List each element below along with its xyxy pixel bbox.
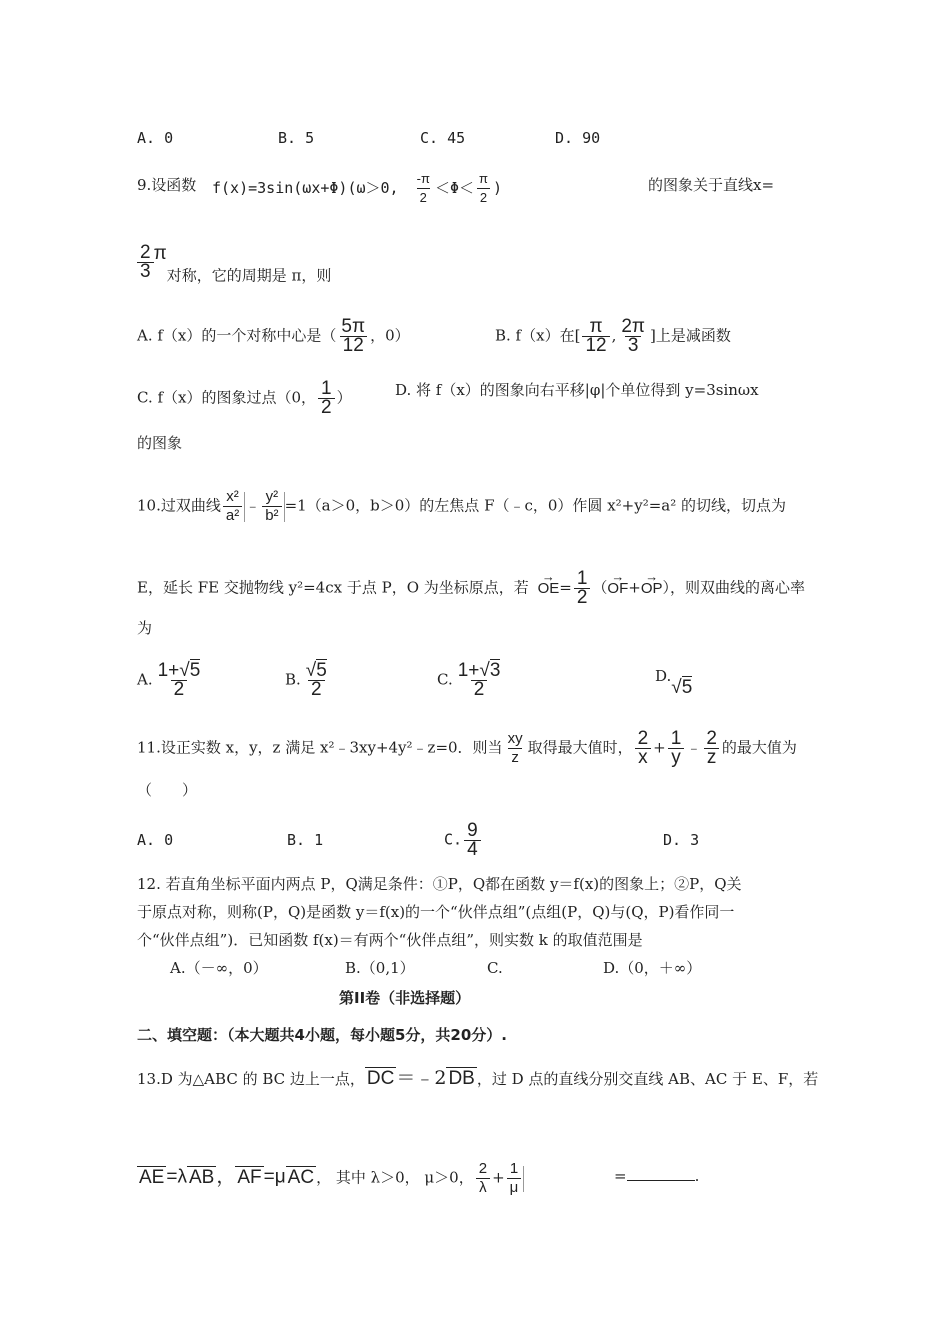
q9-option-d: D. 将 f（x）的图象向右平移|φ|个单位得到 y=3sinωx <box>395 381 759 399</box>
q10-line2: E，延长 FE 交抛物线 y²=4cx 于点 P，O 为坐标原点，若 → OE= $\frac{1}{2}$ （→ OF+→ OP），则双曲线的离心率 <box>137 570 805 607</box>
q10-option-c: C. $\frac{1+√3}{2}$ <box>437 660 501 700</box>
q12-option-b: B.（0,1） <box>345 959 415 977</box>
q10-option-b: B. $\frac{√5}{2}$ <box>285 660 327 700</box>
q13-answer-blank[interactable]: = . <box>614 1167 700 1185</box>
q12-line1: 12. 若直角坐标平面内两点 P，Q满足条件：①P，Q都在函数 y＝f(x)的图象上；②P，Q关 <box>137 875 742 893</box>
q10-line1: 10.过双曲线 $\frac{\text{x²}}{\text{a²}}$ ﹣ $\frac{\text{y²}}{\text{b²}}$ =1（a＞0，b＞0）的左焦点 F（﹣c，0）作圆 x²+y²=a² 的切线，切点为 <box>137 488 787 524</box>
q12-line3: 个“伙伴点组”)．已知函数 f(x)＝有两个“伙伴点组”，则实数 k 的取值范围是 <box>137 931 643 949</box>
q8-option-b: B. 5 <box>278 129 315 147</box>
q9-option-c: C. f（x）的图象过点（0， $\frac{1}{2}$ ） <box>137 378 352 418</box>
q10-option-a: A. $\frac{1+√5}{2}$ <box>137 660 201 700</box>
q12-option-c: C. <box>487 959 503 977</box>
part2-title: 第II卷（非选择题） <box>339 989 471 1007</box>
q8-option-c: C. 45 <box>420 129 466 147</box>
q13-line2: AE =λ AB ， AF =μ AC ， 其中 λ＞0， μ＞0， $\frac{2}{\lambda}$ + $\frac{1}{\mu}$ <box>137 1160 524 1197</box>
q11-option-d: D. 3 <box>663 831 700 849</box>
q11-option-a: A. 0 <box>137 831 174 849</box>
q9-option-a: A. f（x）的一个对称中心是（ $\frac{5\pi}{12}$ ，0） <box>137 316 410 356</box>
q12-option-d: D.（0，＋∞） <box>603 959 702 977</box>
q13-line1: 13.D 为△ABC 的 BC 边上一点， DC ＝﹣2 DB ，过 D 点的直线分别交直线 AB、AC 于 E、F，若 <box>137 1067 819 1089</box>
q9-suffix: 的图象关于直线x= <box>648 176 775 194</box>
q11-paren: （ ） <box>137 781 198 799</box>
section2-title: 二、填空题：（本大题共4小题，每小题5分，共20分）. <box>137 1026 507 1044</box>
q12-option-a: A.（－∞，0） <box>170 959 268 977</box>
q9-option-b: B. f（x）在[ $\frac{\pi}{12}$ , $\frac{2\pi}{3}$ ]上是减函数 <box>495 316 731 356</box>
q9-option-d-cont: 的图象 <box>137 434 183 452</box>
q8-option-d: D. 90 <box>555 129 601 147</box>
q11-line1: 11.设正实数 x，y，z 满足 x²﹣3xy+4y²﹣z=0．则当 $\frac{xy}{z}$ 取得最大值时， $\frac{2}{x}$ + $\frac{1}{y}$ ﹣ $\frac{2}{z}$ 的最大值为 <box>137 728 797 768</box>
q9-prefix: 9.设函数 <box>137 176 197 194</box>
q9-formula: f(x)=3sin(ωx+Φ)(ω＞0, $\frac{-\pi}{2}$ ＜Φ＜ $\frac{\pi}{2}$ ) <box>212 171 502 205</box>
q12-line2: 于原点对称，则称(P，Q)是函数 y＝f(x)的一个“伙伴点组”(点组(P，Q)与(Q，P)看作同一 <box>137 903 735 921</box>
q9-line2: $\frac{2}{3}$ π对称，它的周期是 π，则 <box>137 244 331 286</box>
q10-line3: 为 <box>137 619 153 637</box>
q11-option-b: B. 1 <box>287 831 324 849</box>
q10-option-d: D.√5 <box>655 667 693 698</box>
q8-option-a: A. 0 <box>137 129 174 147</box>
q11-option-c: C. $\frac{9}{4}$ <box>444 822 483 859</box>
